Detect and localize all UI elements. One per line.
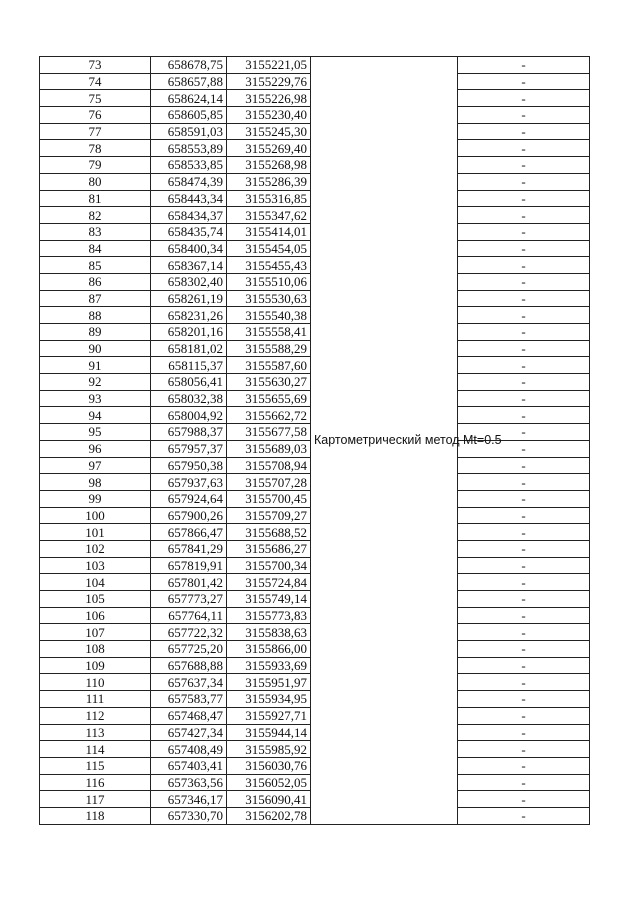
point-number-cell: 116 xyxy=(40,774,151,791)
accuracy-cell: - xyxy=(458,307,590,324)
accuracy-cell: - xyxy=(458,607,590,624)
accuracy-cell: - xyxy=(458,90,590,107)
point-number-cell: 93 xyxy=(40,390,151,407)
accuracy-cell: - xyxy=(458,290,590,307)
x-coordinate-cell: 657900,26 xyxy=(151,507,227,524)
accuracy-cell: - xyxy=(458,524,590,541)
y-coordinate-cell: 3155944,14 xyxy=(227,724,311,741)
x-coordinate-cell: 657957,37 xyxy=(151,440,227,457)
accuracy-cell: - xyxy=(458,374,590,391)
point-number-cell: 112 xyxy=(40,707,151,724)
point-number-cell: 86 xyxy=(40,273,151,290)
point-number-cell: 88 xyxy=(40,307,151,324)
x-coordinate-cell: 657427,34 xyxy=(151,724,227,741)
accuracy-cell: - xyxy=(458,190,590,207)
y-coordinate-cell: 3155286,39 xyxy=(227,173,311,190)
accuracy-cell: - xyxy=(458,257,590,274)
x-coordinate-cell: 658115,37 xyxy=(151,357,227,374)
x-coordinate-cell: 657773,27 xyxy=(151,591,227,608)
point-number-cell: 92 xyxy=(40,374,151,391)
y-coordinate-cell: 3155587,60 xyxy=(227,357,311,374)
y-coordinate-cell: 3155530,63 xyxy=(227,290,311,307)
accuracy-cell: - xyxy=(458,407,590,424)
y-coordinate-cell: 3155707,28 xyxy=(227,474,311,491)
y-coordinate-cell: 3155630,27 xyxy=(227,374,311,391)
point-number-cell: 81 xyxy=(40,190,151,207)
accuracy-cell: - xyxy=(458,557,590,574)
point-number-cell: 87 xyxy=(40,290,151,307)
x-coordinate-cell: 657988,37 xyxy=(151,424,227,441)
y-coordinate-cell: 3155540,38 xyxy=(227,307,311,324)
x-coordinate-cell: 658367,14 xyxy=(151,257,227,274)
accuracy-cell: - xyxy=(458,807,590,824)
y-coordinate-cell: 3155686,27 xyxy=(227,540,311,557)
accuracy-cell: - xyxy=(458,674,590,691)
x-coordinate-cell: 658400,34 xyxy=(151,240,227,257)
point-number-cell: 97 xyxy=(40,457,151,474)
x-coordinate-cell: 657468,47 xyxy=(151,707,227,724)
point-number-cell: 105 xyxy=(40,591,151,608)
accuracy-cell: - xyxy=(458,357,590,374)
accuracy-cell: - xyxy=(458,240,590,257)
accuracy-cell: - xyxy=(458,424,590,441)
x-coordinate-cell: 657637,34 xyxy=(151,674,227,691)
x-coordinate-cell: 657403,41 xyxy=(151,757,227,774)
accuracy-cell: - xyxy=(458,73,590,90)
point-number-cell: 101 xyxy=(40,524,151,541)
accuracy-cell: - xyxy=(458,724,590,741)
accuracy-cell: - xyxy=(458,107,590,124)
x-coordinate-cell: 657583,77 xyxy=(151,691,227,708)
x-coordinate-cell: 658657,88 xyxy=(151,73,227,90)
y-coordinate-cell: 3155951,97 xyxy=(227,674,311,691)
x-coordinate-cell: 657764,11 xyxy=(151,607,227,624)
y-coordinate-cell: 3155934,95 xyxy=(227,691,311,708)
accuracy-cell: - xyxy=(458,591,590,608)
y-coordinate-cell: 3155749,14 xyxy=(227,591,311,608)
point-number-cell: 104 xyxy=(40,574,151,591)
y-coordinate-cell: 3155709,27 xyxy=(227,507,311,524)
accuracy-cell: - xyxy=(458,273,590,290)
x-coordinate-cell: 657688,88 xyxy=(151,657,227,674)
x-coordinate-cell: 657722,32 xyxy=(151,624,227,641)
y-coordinate-cell: 3155268,98 xyxy=(227,157,311,174)
x-coordinate-cell: 658434,37 xyxy=(151,207,227,224)
point-number-cell: 75 xyxy=(40,90,151,107)
y-coordinate-cell: 3155677,58 xyxy=(227,424,311,441)
x-coordinate-cell: 657330,70 xyxy=(151,807,227,824)
point-number-cell: 110 xyxy=(40,674,151,691)
point-number-cell: 111 xyxy=(40,691,151,708)
point-number-cell: 85 xyxy=(40,257,151,274)
accuracy-cell: - xyxy=(458,757,590,774)
y-coordinate-cell: 3155269,40 xyxy=(227,140,311,157)
point-number-cell: 96 xyxy=(40,440,151,457)
point-number-cell: 113 xyxy=(40,724,151,741)
y-coordinate-cell: 3155773,83 xyxy=(227,607,311,624)
x-coordinate-cell: 658261,19 xyxy=(151,290,227,307)
point-number-cell: 79 xyxy=(40,157,151,174)
x-coordinate-cell: 658474,39 xyxy=(151,173,227,190)
y-coordinate-cell: 3155724,84 xyxy=(227,574,311,591)
accuracy-cell: - xyxy=(458,324,590,341)
y-coordinate-cell: 3155655,69 xyxy=(227,390,311,407)
table-row xyxy=(40,57,590,74)
x-coordinate-cell: 658624,14 xyxy=(151,90,227,107)
point-number-cell: 80 xyxy=(40,173,151,190)
point-number-cell: 76 xyxy=(40,107,151,124)
y-coordinate-cell: 3155455,43 xyxy=(227,257,311,274)
x-coordinate-cell: 658443,34 xyxy=(151,190,227,207)
y-coordinate-cell: 3155927,71 xyxy=(227,707,311,724)
x-coordinate-cell: 658004,92 xyxy=(151,407,227,424)
accuracy-cell: - xyxy=(458,440,590,457)
x-coordinate-cell: 657346,17 xyxy=(151,791,227,808)
x-coordinate-cell: 658605,85 xyxy=(151,107,227,124)
point-number-cell: 89 xyxy=(40,324,151,341)
accuracy-cell: - xyxy=(458,741,590,758)
accuracy-cell: - xyxy=(458,140,590,157)
point-number-cell: 83 xyxy=(40,223,151,240)
x-coordinate-cell: 657363,56 xyxy=(151,774,227,791)
x-coordinate-cell: 657950,38 xyxy=(151,457,227,474)
accuracy-cell: - xyxy=(458,490,590,507)
point-number-cell: 108 xyxy=(40,641,151,658)
point-number-cell: 74 xyxy=(40,73,151,90)
x-coordinate-cell: 657937,63 xyxy=(151,474,227,491)
y-coordinate-cell: 3155454,05 xyxy=(227,240,311,257)
method-cell: Картометрический метод Mt=0.5 xyxy=(311,57,458,825)
point-number-cell: 73 xyxy=(40,57,151,74)
y-coordinate-cell: 3155229,76 xyxy=(227,73,311,90)
accuracy-cell: - xyxy=(458,657,590,674)
y-coordinate-cell: 3155347,62 xyxy=(227,207,311,224)
y-coordinate-cell: 3156052,05 xyxy=(227,774,311,791)
x-coordinate-cell: 658591,03 xyxy=(151,123,227,140)
point-number-cell: 78 xyxy=(40,140,151,157)
accuracy-cell: - xyxy=(458,57,590,74)
y-coordinate-cell: 3155226,98 xyxy=(227,90,311,107)
y-coordinate-cell: 3155688,52 xyxy=(227,524,311,541)
y-coordinate-cell: 3155700,34 xyxy=(227,557,311,574)
x-coordinate-cell: 657819,91 xyxy=(151,557,227,574)
accuracy-cell: - xyxy=(458,641,590,658)
y-coordinate-cell: 3155700,45 xyxy=(227,490,311,507)
y-coordinate-cell: 3155558,41 xyxy=(227,324,311,341)
point-number-cell: 106 xyxy=(40,607,151,624)
y-coordinate-cell: 3155414,01 xyxy=(227,223,311,240)
x-coordinate-cell: 658553,89 xyxy=(151,140,227,157)
x-coordinate-cell: 658533,85 xyxy=(151,157,227,174)
x-coordinate-cell: 657866,47 xyxy=(151,524,227,541)
x-coordinate-cell: 657841,29 xyxy=(151,540,227,557)
y-coordinate-cell: 3155689,03 xyxy=(227,440,311,457)
point-number-cell: 100 xyxy=(40,507,151,524)
point-number-cell: 114 xyxy=(40,741,151,758)
accuracy-cell: - xyxy=(458,791,590,808)
accuracy-cell: - xyxy=(458,340,590,357)
y-coordinate-cell: 3155708,94 xyxy=(227,457,311,474)
x-coordinate-cell: 658032,38 xyxy=(151,390,227,407)
y-coordinate-cell: 3156202,78 xyxy=(227,807,311,824)
accuracy-cell: - xyxy=(458,574,590,591)
y-coordinate-cell: 3156030,76 xyxy=(227,757,311,774)
x-coordinate-cell: 658181,02 xyxy=(151,340,227,357)
y-coordinate-cell: 3155866,00 xyxy=(227,641,311,658)
y-coordinate-cell: 3155985,92 xyxy=(227,741,311,758)
point-number-cell: 118 xyxy=(40,807,151,824)
point-number-cell: 90 xyxy=(40,340,151,357)
point-number-cell: 98 xyxy=(40,474,151,491)
point-number-cell: 103 xyxy=(40,557,151,574)
accuracy-cell: - xyxy=(458,707,590,724)
point-number-cell: 82 xyxy=(40,207,151,224)
point-number-cell: 84 xyxy=(40,240,151,257)
x-coordinate-cell: 658302,40 xyxy=(151,273,227,290)
y-coordinate-cell: 3155662,72 xyxy=(227,407,311,424)
accuracy-cell: - xyxy=(458,691,590,708)
x-coordinate-cell: 657725,20 xyxy=(151,641,227,658)
point-number-cell: 99 xyxy=(40,490,151,507)
x-coordinate-cell: 657801,42 xyxy=(151,574,227,591)
y-coordinate-cell: 3155933,69 xyxy=(227,657,311,674)
point-number-cell: 117 xyxy=(40,791,151,808)
accuracy-cell: - xyxy=(458,474,590,491)
accuracy-cell: - xyxy=(458,173,590,190)
y-coordinate-cell: 3155838,63 xyxy=(227,624,311,641)
x-coordinate-cell: 658201,16 xyxy=(151,324,227,341)
x-coordinate-cell: 658435,74 xyxy=(151,223,227,240)
point-number-cell: 107 xyxy=(40,624,151,641)
x-coordinate-cell: 657408,49 xyxy=(151,741,227,758)
coordinates-table-body xyxy=(40,57,590,825)
coordinates-table xyxy=(39,56,590,825)
accuracy-cell: - xyxy=(458,457,590,474)
point-number-cell: 77 xyxy=(40,123,151,140)
point-number-cell: 95 xyxy=(40,424,151,441)
point-number-cell: 91 xyxy=(40,357,151,374)
accuracy-cell: - xyxy=(458,157,590,174)
y-coordinate-cell: 3155245,30 xyxy=(227,123,311,140)
point-number-cell: 94 xyxy=(40,407,151,424)
y-coordinate-cell: 3155230,40 xyxy=(227,107,311,124)
point-number-cell: 102 xyxy=(40,540,151,557)
x-coordinate-cell: 658231,26 xyxy=(151,307,227,324)
y-coordinate-cell: 3155510,06 xyxy=(227,273,311,290)
accuracy-cell: - xyxy=(458,774,590,791)
accuracy-cell: - xyxy=(458,540,590,557)
accuracy-cell: - xyxy=(458,507,590,524)
y-coordinate-cell: 3155316,85 xyxy=(227,190,311,207)
point-number-cell: 109 xyxy=(40,657,151,674)
x-coordinate-cell: 657924,64 xyxy=(151,490,227,507)
y-coordinate-cell: 3156090,41 xyxy=(227,791,311,808)
x-coordinate-cell: 658678,75 xyxy=(151,57,227,74)
accuracy-cell: - xyxy=(458,624,590,641)
y-coordinate-cell: 3155221,05 xyxy=(227,57,311,74)
accuracy-cell: - xyxy=(458,123,590,140)
y-coordinate-cell: 3155588,29 xyxy=(227,340,311,357)
x-coordinate-cell: 658056,41 xyxy=(151,374,227,391)
accuracy-cell: - xyxy=(458,207,590,224)
accuracy-cell: - xyxy=(458,223,590,240)
point-number-cell: 115 xyxy=(40,757,151,774)
accuracy-cell: - xyxy=(458,390,590,407)
